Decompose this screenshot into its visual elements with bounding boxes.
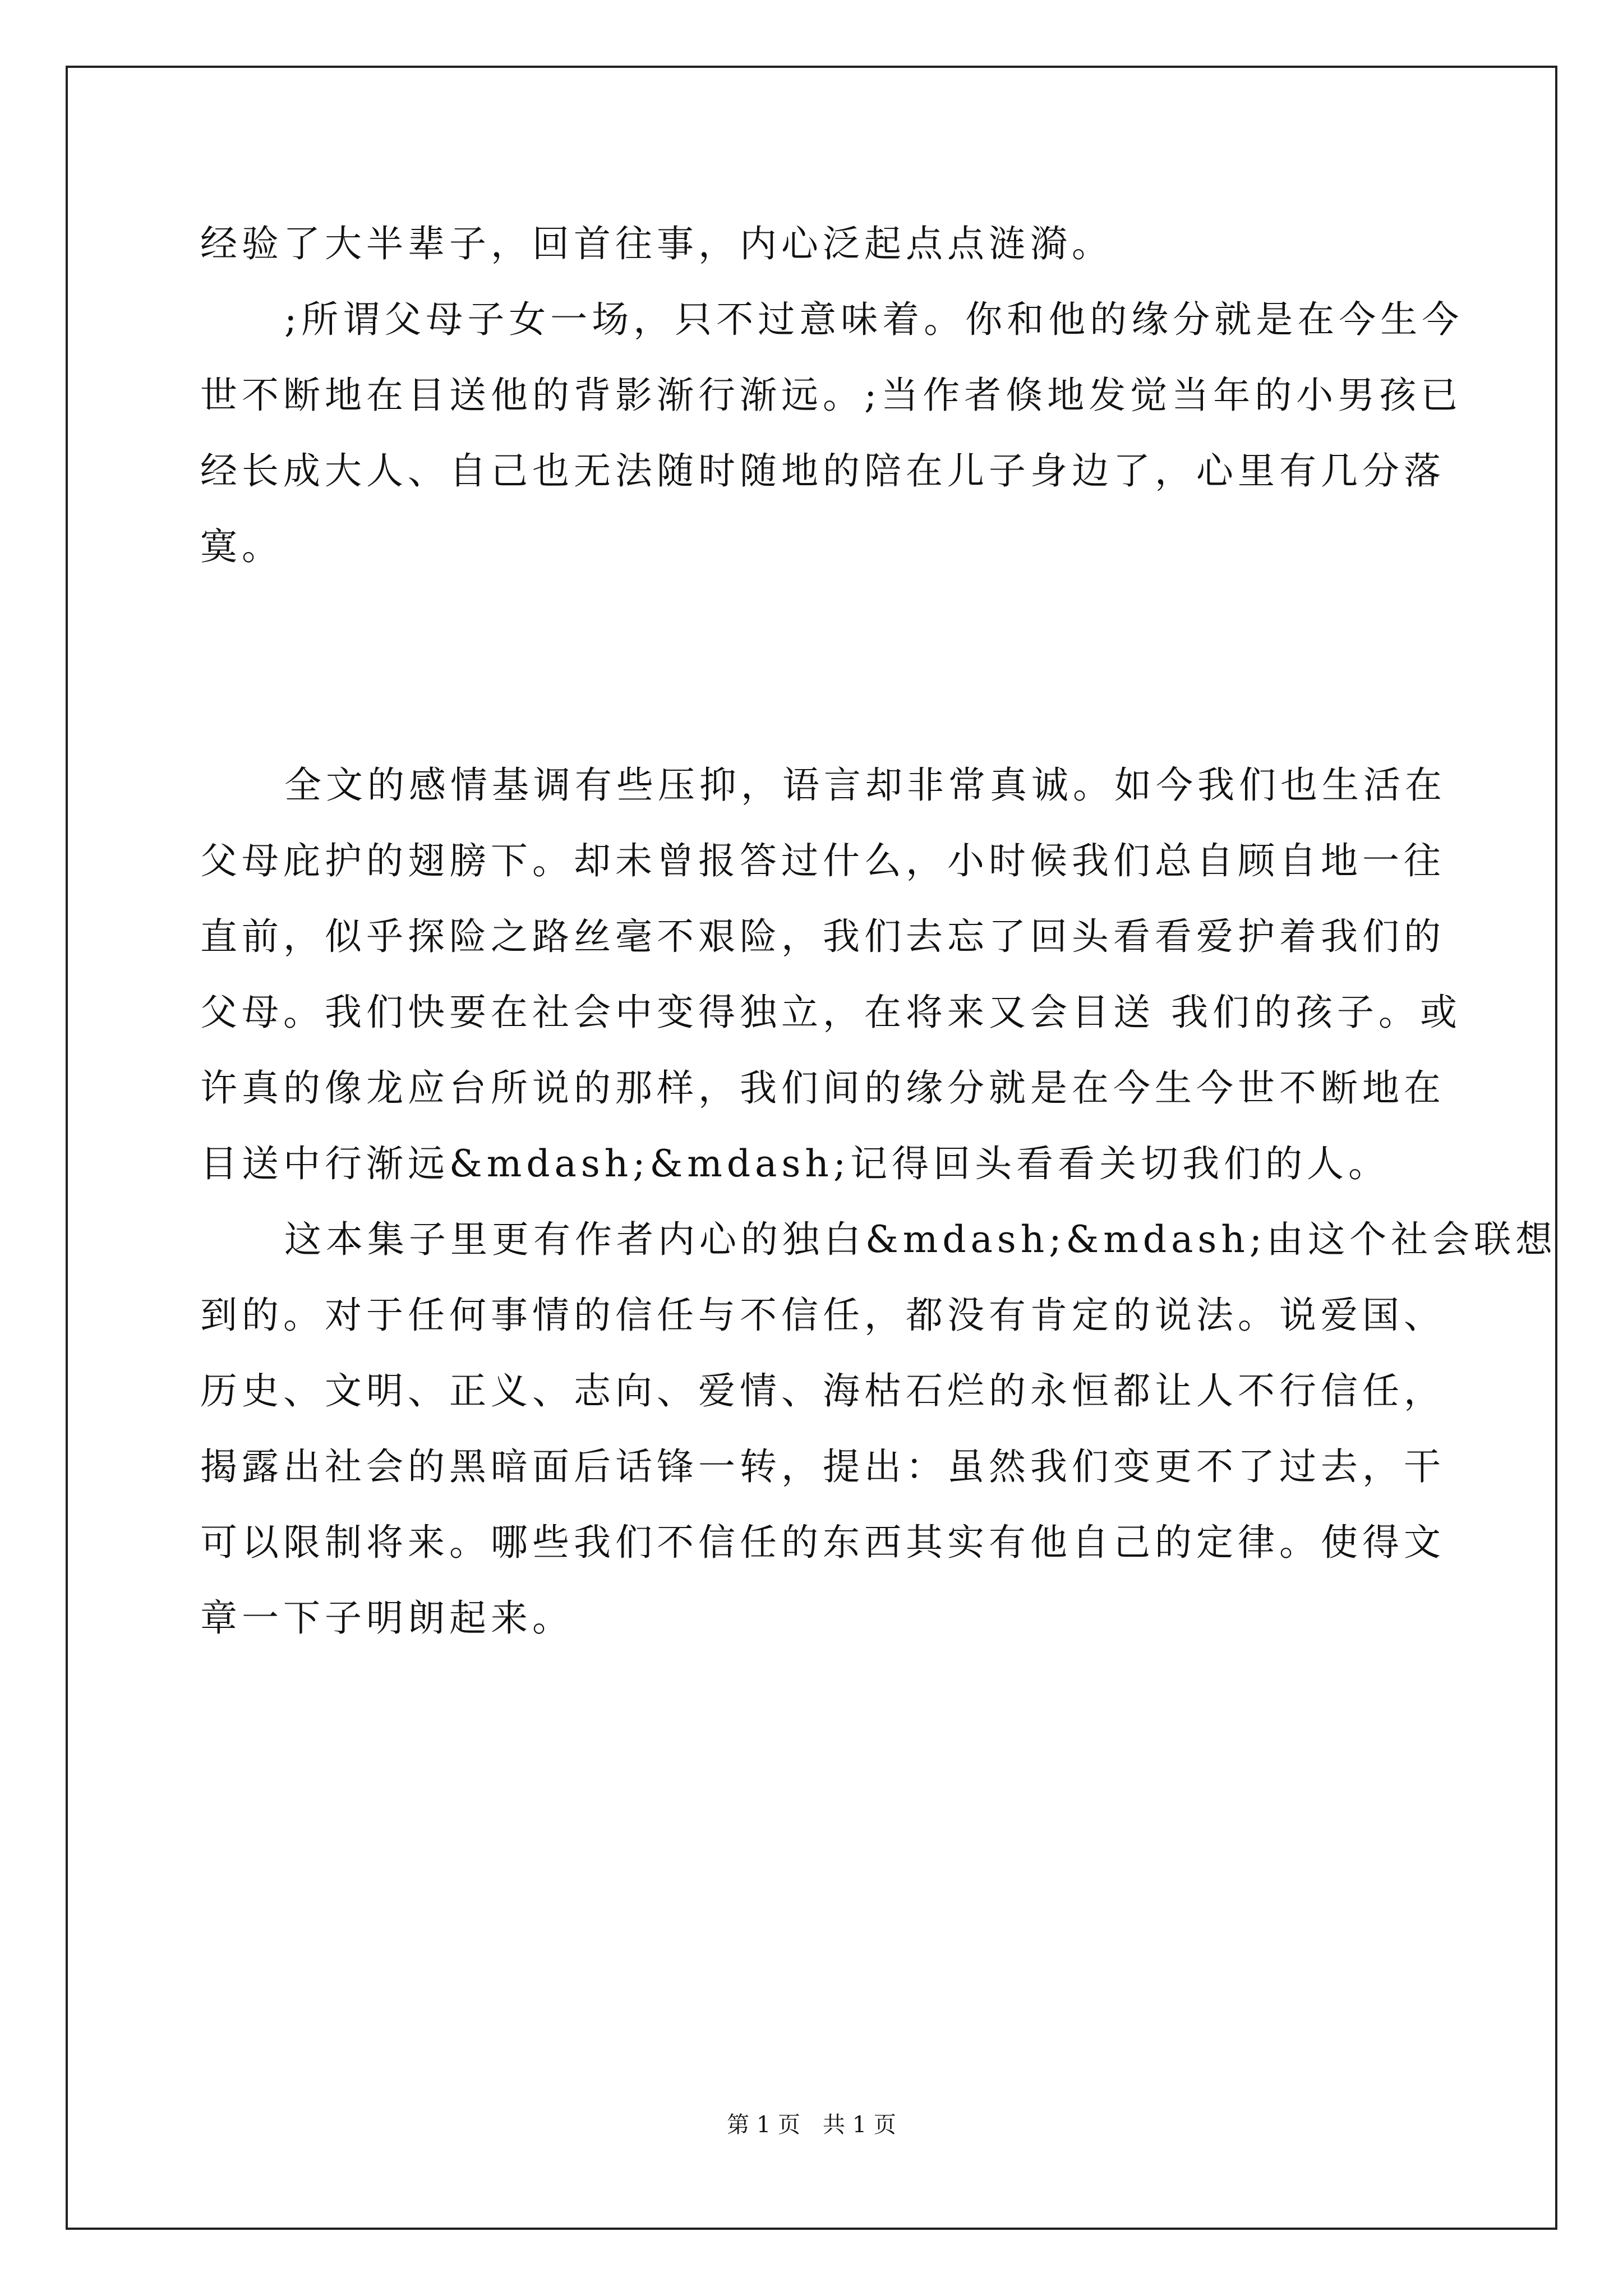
text-line: 揭露出社会的黑暗面后话锋一转，提出：虽然我们变更不了过去，干 <box>200 1445 1445 1488</box>
text-line: 经验了大半辈子，回首往事，内心泛起点点涟漪。 <box>200 222 1113 265</box>
text-line: 章一下子明朗起来。 <box>200 1596 574 1640</box>
text-line: 世不断地在目送他的背影渐行渐远。;当作者倏地发觉当年的小男孩已 <box>200 374 1463 417</box>
text-line: 目送中行渐远&mdash;&mdash;记得回头看看关切我们的人。 <box>200 1142 1390 1185</box>
text-line: 全文的感情基调有些压抑，语言却非常真诚。如今我们也生活在 <box>284 763 1446 807</box>
page-footer: 第 1 页 共 1 页 <box>727 2112 896 2138</box>
text-line: 这本集子里更有作者内心的独白&mdash;&mdash;由这个社会联想 <box>284 1218 1557 1261</box>
text-line: 可以限制将来。哪些我们不信任的东西其实有他自己的定律。使得文 <box>200 1521 1445 1564</box>
text-line: 历史、文明、正义、志向、爱情、海枯石烂的永恒都让人不行信任， <box>200 1369 1445 1412</box>
text-line: 父母。我们快要在社会中变得独立，在将来又会目送 我们的孩子。或 <box>200 991 1461 1034</box>
text-line: 父母庇护的翅膀下。却未曾报答过什么，小时候我们总自顾自地一往 <box>200 839 1445 882</box>
text-line: 经长成大人、自己也无法随时随地的陪在儿子身边了，心里有几分落 <box>200 449 1445 493</box>
text-line: 到的。对于任何事情的信任与不信任，都没有肯定的说法。说爱国、 <box>200 1294 1445 1337</box>
text-line: ;所谓父母子女一场，只不过意味着。你和他的缘分就是在今生今 <box>284 298 1464 341</box>
text-line: 许真的像龙应台所说的那样，我们间的缘分就是在今生今世不断地在 <box>200 1066 1445 1110</box>
text-line: 寞。 <box>200 525 283 568</box>
text-line: 直前，似乎探险之路丝毫不艰险，我们去忘了回头看看爱护着我们的 <box>200 915 1445 958</box>
